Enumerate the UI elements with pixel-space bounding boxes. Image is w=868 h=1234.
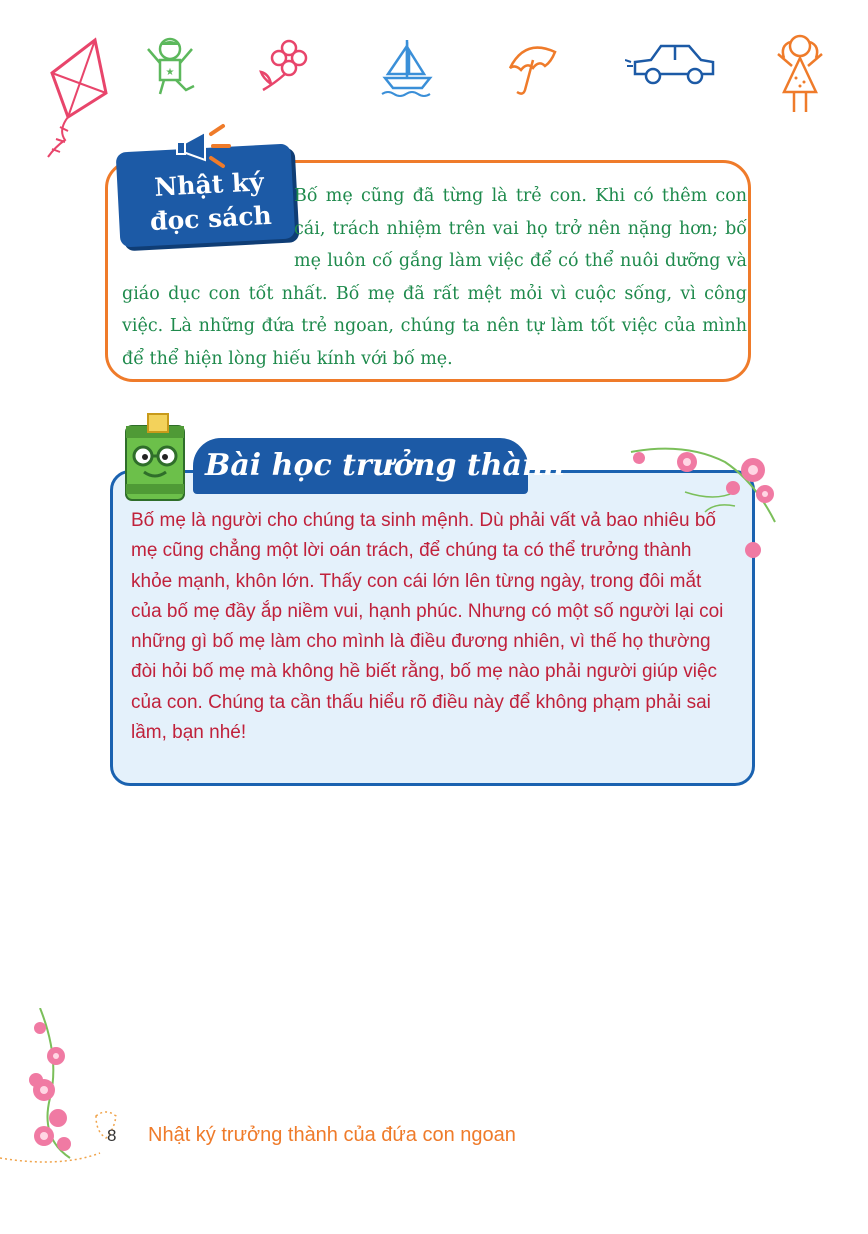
corner-flowers-icon [0,1008,150,1168]
footer-title: Nhật ký trưởng thành của đứa con ngoan [148,1124,516,1146]
kite-icon [40,35,115,160]
lesson-title: Bài học trưởng thành [205,448,566,483]
book-mascot-icon [118,412,193,504]
svg-text:★: ★ [165,67,175,78]
child-icon [140,35,205,100]
page-number: 8 [107,1126,117,1145]
umbrella-icon [505,38,560,98]
sailboat-icon [380,38,435,98]
flower-icon [255,38,310,93]
lesson-text: Bố mẹ là người cho chúng ta sinh mệnh. Dù phải vất vả bao nhiêu bố mẹ cũng chẳng một lời oán trách, để chúng ta có thể trưởng thành khỏe mạnh, khôn lớn. Thấy con cái lớn lên từng ngày, trong đôi mắt của bố mẹ đầy ắp niềm vui, hạnh phúc. Nhưng có một số người lại coi những gì bố mẹ làm cho mình là điều đương nhiên, vì thế họ thường đòi hỏi bố mẹ mà không hề biết rằng, bố mẹ nào phải người giúp việc của con. Chúng ta cần thấu hiểu rõ điều này để không phạm phải sai lầm, bạn nhé! [131,510,724,744]
girl-icon [772,30,827,120]
megaphone-icon [175,122,245,170]
diary-text: Bố mẹ cũng đã từng là trẻ con. Khi có thêm con cái, trách nhiệm trên vai họ trở nên nặng hơn; bố mẹ luôn cố gắng làm việc để có thể nuôi dưỡng và giáo dục con tốt nhất. Bố mẹ đã rất mệt mỏi vì cuộc sống, vì công việc. Là những đứa trẻ ngoan, chúng ta nên tự làm tốt việc của mình để thể hiện lòng hiếu kính với bố mẹ. [122,186,747,369]
diary-badge-label: Nhật ký đọc sách [149,167,273,237]
car-icon [625,40,720,90]
